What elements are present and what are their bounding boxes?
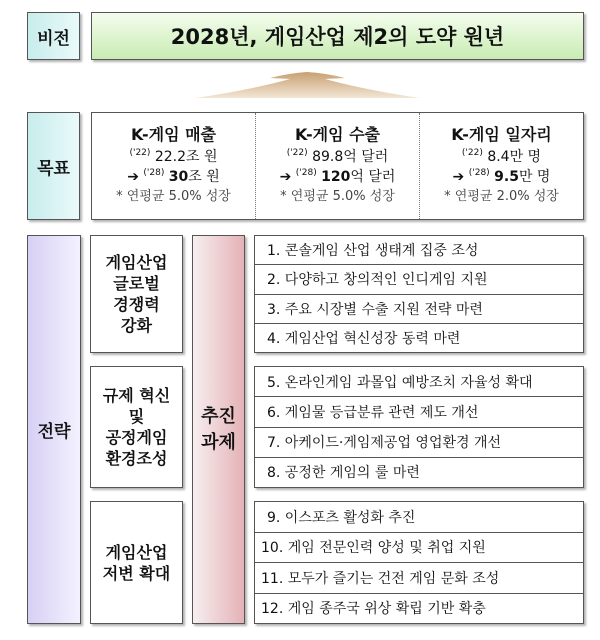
strategy-group-1 <box>90 235 183 353</box>
goal-title: K-게임 매출 <box>130 125 217 144</box>
goal-sales <box>92 113 256 219</box>
group-line: 강화 <box>121 316 152 335</box>
up-arrow-icon <box>195 70 420 100</box>
task-item: 9. 이스포츠 활성화 추진 <box>255 502 583 533</box>
growth-note: * 연평균 2.0% 성장 <box>444 189 559 204</box>
base-year: ('22) <box>129 148 151 158</box>
task-list-1 <box>254 235 584 353</box>
task-item: 1. 콘솔게임 산업 생태계 집중 조성 <box>255 236 583 265</box>
vision-title: 2028년, 게임산업 제2의 도약 원년 <box>91 12 584 60</box>
group-line: 게임산업 <box>105 253 168 272</box>
goal-title: K-게임 일자리 <box>451 125 552 144</box>
task-item: 11. 모두가 즐기는 건전 게임 문화 조성 <box>255 563 583 594</box>
goals-label: 목표 <box>27 112 80 220</box>
target-year: ('28) <box>295 168 317 178</box>
strategy-label: 전략 <box>27 235 81 624</box>
task-item: 8. 공정한 게임의 룰 마련 <box>267 465 420 482</box>
base-value: 8.4만 명 <box>487 149 542 165</box>
growth-note: * 연평균 5.0% 성장 <box>116 189 231 204</box>
task-item: 4. 게임산업 혁신성장 동력 마련 <box>267 330 461 347</box>
goal-exports <box>256 113 420 219</box>
group-line: 게임산업 <box>105 542 168 562</box>
task-item: 3. 주요 시장별 수출 지원 전략 마련 <box>255 295 583 324</box>
target-year: ('28) <box>143 168 165 178</box>
task-list-2 <box>254 366 584 488</box>
target-unit: 억 달러 <box>350 169 396 185</box>
goal-title: K-게임 수출 <box>294 125 381 144</box>
tasks-label-line: 과제 <box>201 431 236 453</box>
task-list-3 <box>254 501 584 624</box>
target-unit: 만 명 <box>518 169 551 185</box>
task-item: 5. 온라인게임 과몰입 예방조치 자율성 확대 <box>255 367 583 397</box>
group-line: 저변 확대 <box>102 563 171 583</box>
tasks-label-line: 추진 <box>201 405 236 427</box>
task-item: 10. 게임 전문인력 양성 및 취업 지원 <box>255 533 583 564</box>
group-line: 규제 혁신 <box>102 386 171 405</box>
strategy-group-2 <box>90 366 183 488</box>
growth-note: * 연평균 5.0% 성장 <box>280 189 395 204</box>
arrow-icon: ➔ <box>127 169 139 185</box>
base-year: ('22) <box>461 148 483 158</box>
target-number: 9.5 <box>494 169 519 185</box>
group-line: 환경조성 <box>105 449 168 468</box>
base-value: 89.8억 달러 <box>312 149 389 165</box>
task-item: 7. 아케이드·게임제공업 영업환경 개선 <box>255 428 583 458</box>
group-line: 및 <box>128 407 145 426</box>
group-line: 글로벌 <box>113 274 160 293</box>
target-number: 30 <box>168 169 189 185</box>
arrow-icon: ➔ <box>452 169 465 185</box>
goal-jobs <box>420 113 583 219</box>
target-year: ('28) <box>468 168 490 178</box>
group-line: 공정게임 <box>105 428 168 447</box>
arrow-icon: ➔ <box>279 169 292 185</box>
tasks-label <box>192 235 245 624</box>
base-year: ('22) <box>286 148 308 158</box>
target-number: 120 <box>321 169 351 185</box>
strategy-group-3 <box>90 501 183 624</box>
target-unit: 조 원 <box>188 169 220 185</box>
vision-label: 비전 <box>27 12 80 60</box>
task-item: 12. 게임 종주국 위상 확립 기반 확충 <box>261 601 486 618</box>
goals-panel <box>91 112 584 220</box>
task-item: 2. 다양하고 창의적인 인디게임 지원 <box>255 265 583 294</box>
group-line: 경쟁력 <box>113 295 160 314</box>
base-value: 22.2조 원 <box>154 149 218 165</box>
task-item: 6. 게임물 등급분류 관련 제도 개선 <box>255 397 583 427</box>
